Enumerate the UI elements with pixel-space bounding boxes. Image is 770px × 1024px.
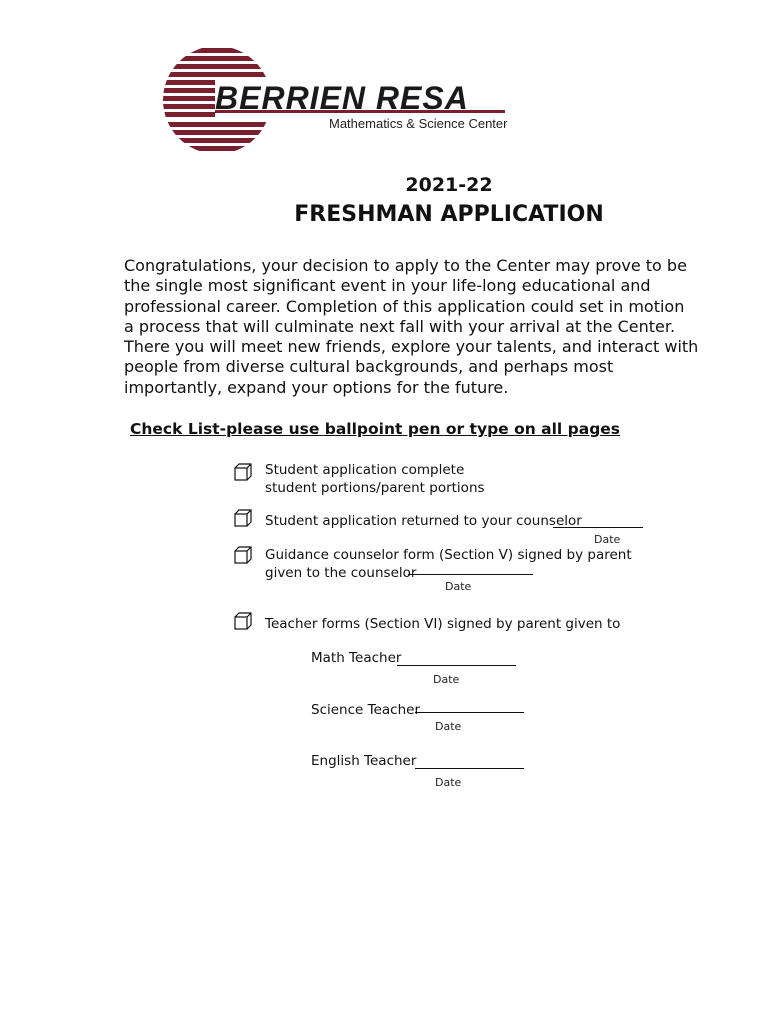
checkbox-application-returned[interactable] (234, 509, 252, 527)
date-line-math-teacher[interactable] (397, 665, 516, 666)
item-application-complete-line2: student portions/parent portions (265, 480, 485, 496)
intro-line: people from diverse cultural backgrounds, and perhaps most (124, 357, 614, 377)
form-title: FRESHMAN APPLICATION (294, 202, 604, 227)
science-teacher-label: Science Teacher (311, 702, 420, 718)
date-label: Date (433, 673, 460, 686)
date-label: Date (435, 776, 462, 789)
intro-line: There you will meet new friends, explore your talents, and interact with (124, 337, 699, 357)
intro-line: the single most significant event in your life-long educational and (124, 276, 651, 296)
date-line-application-returned[interactable] (553, 527, 643, 528)
logo-brand-text: BERRIEN RESA (215, 80, 469, 116)
item-teacher-forms: Teacher forms (Section VI) signed by parent given to (265, 616, 621, 632)
date-line-english-teacher[interactable] (415, 768, 524, 769)
intro-line: importantly, expand your options for the future. (124, 377, 509, 397)
checklist-heading: Check List-please use ballpoint pen or type on all pages (130, 420, 621, 438)
checkbox-teacher-forms[interactable] (234, 612, 252, 630)
date-label: Date (445, 580, 472, 593)
item-application-complete-line1: Student application complete (265, 462, 465, 478)
date-line-science-teacher[interactable] (415, 712, 524, 713)
math-teacher-label: Math Teacher (311, 650, 402, 666)
checkbox-application-complete[interactable] (234, 463, 252, 481)
intro-paragraph (124, 256, 699, 398)
item-guidance-form-line2: given to the counselor (265, 565, 417, 581)
date-label: Date (435, 720, 462, 733)
checkbox-guidance-form[interactable] (234, 546, 252, 564)
english-teacher-label: English Teacher (311, 753, 417, 769)
intro-line: a process that will culminate next fall with your arrival at the Center. (124, 316, 676, 336)
intro-line: Congratulations, your decision to apply to the Center may prove to be (124, 256, 687, 275)
item-application-returned: Student application returned to your counselor (265, 513, 582, 529)
form-year: 2021-22 (405, 174, 493, 196)
date-line-guidance-form[interactable] (408, 574, 533, 575)
logo-subtitle: Mathematics & Science Center (329, 116, 508, 131)
intro-line: professional career. Completion of this application could set in motion (124, 296, 685, 316)
date-label: Date (594, 533, 621, 546)
item-guidance-form-line1: Guidance counselor form (Section V) signed by parent (265, 547, 632, 563)
